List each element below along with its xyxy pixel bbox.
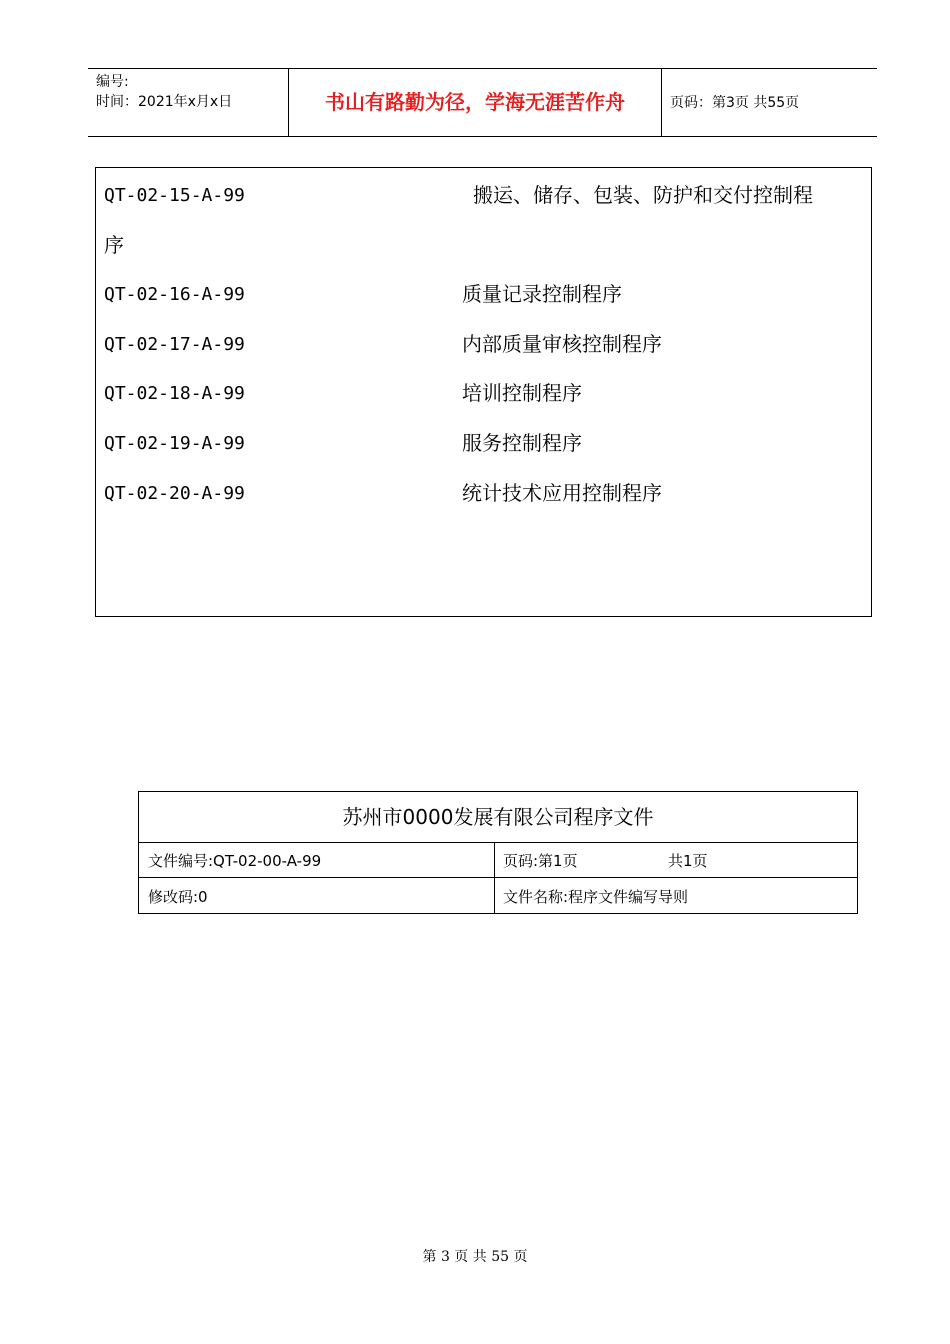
- page-total-cell: 共1页: [668, 852, 708, 870]
- procedure-title: 搬运、储存、包装、防护和交付控制程: [473, 183, 813, 207]
- header-divider-right: [661, 69, 662, 136]
- procedure-row: [104, 430, 245, 457]
- procedure-code: QT-02-20-A-99: [104, 483, 245, 504]
- procedure-row: [104, 480, 245, 507]
- procedure-title-continued: 序: [104, 233, 124, 257]
- procedure-title: 服务控制程序: [462, 431, 582, 455]
- company-document-table: [138, 791, 858, 914]
- header-meta: [96, 72, 232, 112]
- procedure-row: [104, 331, 245, 358]
- header-page-number: 页码：第3页 共55页: [670, 95, 800, 111]
- file-name-cell: 文件名称:程序文件编写导则: [503, 888, 689, 906]
- procedure-title: 培训控制程序: [462, 381, 582, 405]
- page-number-cell: 页码:第1页: [503, 852, 578, 870]
- procedure-row: [104, 182, 245, 209]
- document-number-label: 编号:: [96, 74, 129, 90]
- header-motto: 书山有路勤为径，学海无涯苦作舟: [325, 90, 625, 114]
- procedure-title: 内部质量审核控制程序: [462, 332, 662, 356]
- procedure-list-box: [95, 167, 872, 617]
- procedure-title: 统计技术应用控制程序: [462, 481, 662, 505]
- procedure-code: QT-02-15-A-99: [104, 185, 245, 206]
- revision-code-cell: 修改码:0: [148, 888, 208, 906]
- procedure-row: [104, 281, 245, 308]
- table-column-divider: [494, 842, 495, 913]
- table-row-divider: [139, 877, 857, 878]
- procedure-code: QT-02-17-A-99: [104, 334, 245, 355]
- company-table-title: 苏州市0000发展有限公司程序文件: [139, 792, 857, 843]
- procedure-code: QT-02-16-A-99: [104, 284, 245, 305]
- page-footer: 第 3 页 共 55 页: [422, 1249, 528, 1265]
- file-number-cell: 文件编号:QT-02-00-A-99: [148, 852, 322, 870]
- document-time-label: 时间：2021年x月x日: [96, 94, 233, 110]
- procedure-code: QT-02-19-A-99: [104, 433, 245, 454]
- procedure-title: 质量记录控制程序: [462, 282, 622, 306]
- page-header: [88, 68, 877, 137]
- procedure-code: QT-02-18-A-99: [104, 383, 245, 404]
- procedure-row: [104, 380, 245, 407]
